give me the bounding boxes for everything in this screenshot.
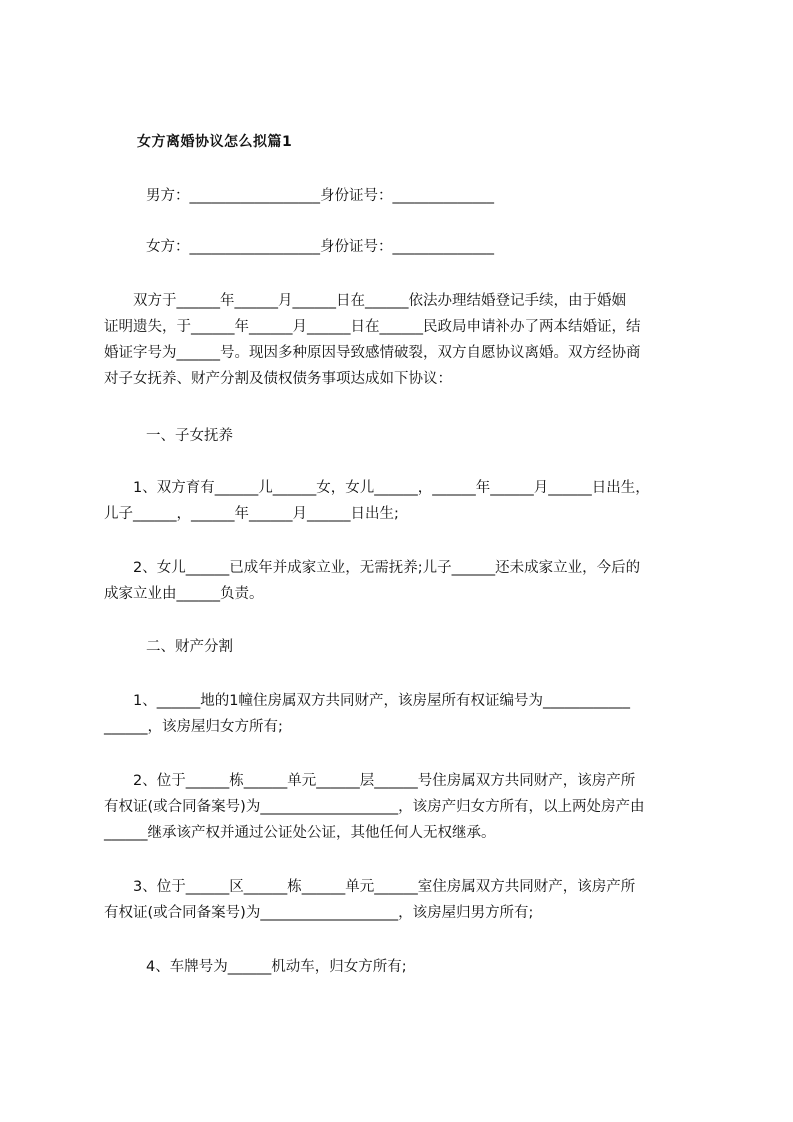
document-title: 女方离婚协议怎么拟篇1 [137,134,293,150]
clause-1-2 [104,555,710,607]
clause-2-4: 4、车牌号为______机动车，归女方所有; [146,959,407,975]
clause-line: 2、女儿______已成年并成家立业，无需抚养;儿子______还未成家立业，今后的 [104,560,641,576]
clause-line: 1、______地的1幢住房属双方共同财产，该房屋所有权证编号为____________ [104,693,630,709]
intro-line: 婚证字号为______号。现因多种原因导致感情破裂，双方自愿协议离婚。双方经协商 [104,345,641,361]
clause-2-2 [104,768,710,846]
clause-2-3 [104,874,710,926]
intro-line: 双方于______年______月______日在______依法办理结婚登记手续，由于婚姻 [104,293,626,309]
clause-line: ______继承该产权并通过公证处公证，其他任何人无权继承。 [104,825,496,841]
clause-line: 儿子______，______年______月______日出生; [104,506,399,522]
clause-line: ______，该房屋归女方所有; [104,719,283,735]
intro-paragraph [104,288,710,392]
intro-line: 对子女抚养、财产分割及债权债务事项达成如下协议： [104,371,452,387]
section-heading-property-division: 二、财产分割 [146,639,233,655]
female-party-line: 女方：__________________身份证号：______________ [146,239,494,255]
male-party-line: 男方：__________________身份证号：______________ [146,188,494,204]
clause-1-1 [104,475,710,527]
clause-line: 有权证(或合同备案号)为___________________，该房产归女方所有，以上两处房产由 [104,799,645,815]
clause-line: 2、位于______栋______单元______层______号住房属双方共同财产，该房产所 [104,773,636,789]
section-heading-child-support: 一、子女抚养 [146,428,233,444]
clause-line: 有权证(或合同备案号)为___________________，该房屋归男方所有; [104,905,534,921]
clause-2-1 [104,688,710,740]
clause-line: 1、双方育有______儿______女，女儿______，______年______月______日出生， [104,480,650,496]
clause-line: 成家立业由______负责。 [104,586,264,602]
intro-line: 证明遗失，于______年______月______日在______民政局申请补办了两本结婚证，结 [104,319,641,335]
clause-line: 3、位于______区______栋______单元______室住房属双方共同财产，该房产所 [104,879,636,895]
